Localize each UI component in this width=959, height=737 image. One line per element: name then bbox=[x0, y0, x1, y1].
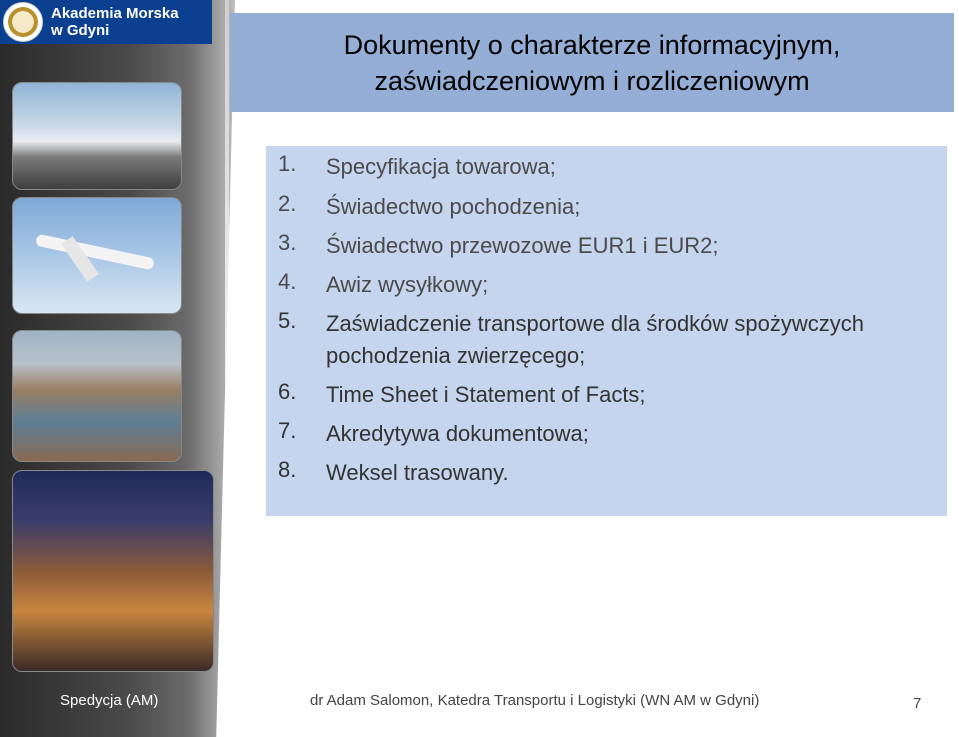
logo-text bbox=[51, 5, 179, 39]
list-item bbox=[278, 269, 936, 301]
title-line-2: zaświadczeniowym i rozliczeniowym bbox=[374, 65, 810, 96]
list-item-number: 7. bbox=[278, 418, 297, 443]
university-logo bbox=[0, 0, 212, 44]
list-item bbox=[278, 151, 936, 183]
list-item-text: Specyfikacja towarowa; bbox=[326, 154, 556, 179]
airplane-photo bbox=[12, 197, 182, 314]
university-seal-icon bbox=[3, 2, 43, 42]
container-port-photo bbox=[12, 330, 182, 462]
logo-line-2: w Gdyni bbox=[51, 22, 110, 39]
title-line-1: Dokumenty o charakterze informacyjnym, bbox=[343, 29, 841, 60]
footer-course: Spedycja (AM) bbox=[60, 692, 159, 709]
list-item-text: Świadectwo pochodzenia; bbox=[326, 194, 581, 219]
list-item bbox=[278, 418, 936, 450]
list-item-text: Time Sheet i Statement of Facts; bbox=[326, 382, 646, 407]
list-item-number: 4. bbox=[278, 269, 297, 294]
list-item-number: 3. bbox=[278, 230, 297, 255]
list-item-number: 8. bbox=[278, 457, 297, 482]
list-item bbox=[278, 230, 936, 262]
list-item-text: Świadectwo przewozowe EUR1 i EUR2; bbox=[326, 233, 719, 258]
list-item-number: 1. bbox=[278, 151, 297, 176]
night-port-photo bbox=[12, 470, 214, 672]
list-item-text: Weksel trasowany. bbox=[326, 460, 509, 485]
list-item-text: Akredytywa dokumentowa; bbox=[326, 421, 589, 446]
airplane-icon bbox=[35, 234, 155, 271]
slide-title bbox=[230, 13, 954, 112]
page-number: 7 bbox=[913, 695, 922, 712]
document-list bbox=[266, 146, 947, 516]
list-item bbox=[278, 191, 936, 223]
list-item bbox=[278, 457, 936, 489]
list-item bbox=[278, 308, 936, 372]
list-item-number: 2. bbox=[278, 191, 297, 216]
list-item-number: 5. bbox=[278, 308, 297, 333]
list-item-text: Zaświadczenie transportowe dla środków spożywczych pochodzenia zwierzęcego; bbox=[326, 311, 865, 368]
logo-line-1: Akademia Morska bbox=[51, 5, 179, 22]
footer-author: dr Adam Salomon, Katedra Transportu i Logistyki (WN AM w Gdyni) bbox=[310, 692, 760, 709]
list-item bbox=[278, 379, 936, 411]
trucks-photo bbox=[12, 82, 182, 190]
list-item-text: Awiz wysyłkowy; bbox=[326, 272, 489, 297]
list-item-number: 6. bbox=[278, 379, 297, 404]
